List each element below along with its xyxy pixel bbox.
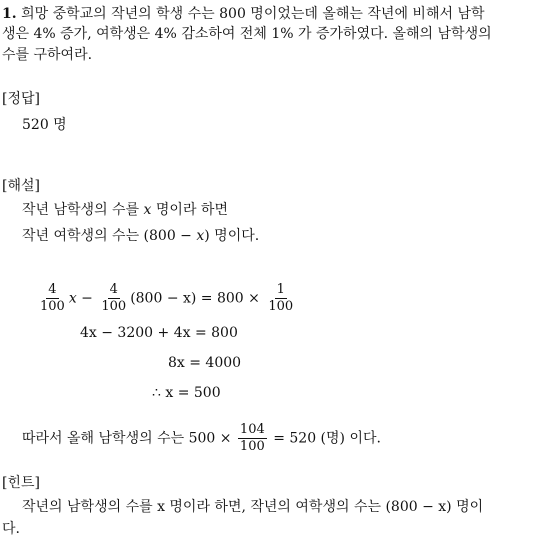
problem-line-1 [2, 4, 485, 24]
solution-line-2-post: ) 명이다. [204, 228, 260, 244]
equation-2: 4x − 3200 + 4x = 800 [80, 325, 238, 341]
solution-line-2-var: x [196, 228, 205, 244]
eq1-after: (800 − x) = 800 × [130, 290, 265, 307]
equation-4: ∴ x = 500 [152, 385, 221, 401]
conclusion-post: = 520 (명) 이다. [268, 430, 381, 447]
conclusion-line [22, 422, 381, 455]
fraction-104-over-100 [238, 422, 267, 455]
hint-heading: [힌트] [2, 475, 40, 491]
fraction-4-over-100-b [99, 282, 128, 315]
solution-line-1-post: 명이라 하면 [151, 202, 228, 218]
solution-line-1-pre: 작년 남학생의 수를 [22, 202, 144, 218]
eq1-mid: x − [68, 290, 98, 307]
solution-line-2-pre: 작년 여학생의 수는 (800 − [22, 228, 197, 244]
solution-heading: [해설] [2, 178, 40, 194]
solution-line-2 [22, 226, 259, 246]
solution-line-1-var: x [143, 202, 152, 218]
frac-den: 100 [239, 439, 265, 454]
fraction-4-over-100-a [38, 282, 67, 315]
solution-line-1 [22, 200, 228, 220]
equation-1 [36, 282, 297, 315]
frac-num: 104 [239, 422, 265, 437]
problem-text-1: 희망 중학교의 작년의 학생 수는 800 명이었는데 올해는 작년에 비해서 남학 [21, 6, 485, 22]
conclusion-pre: 따라서 올해 남학생의 수는 500 × [22, 430, 236, 447]
frac-den: 100 [40, 299, 65, 314]
frac-num: 4 [109, 282, 118, 297]
answer-heading: [정답] [2, 91, 40, 107]
problem-line-2: 생은 4% 증가, 여학생은 4% 감소하여 전체 1% 가 증가하였다. 올해의 남학생의 [2, 26, 492, 42]
frac-den: 100 [268, 299, 294, 314]
hint-line-1: 작년의 남학생의 수를 x 명이라 하면, 작년의 여학생의 수는 (800 − x) 명이 [22, 499, 484, 515]
fraction-1-over-100 [266, 282, 295, 315]
problem-line-3: 수를 구하여라. [2, 47, 93, 63]
frac-num: 4 [48, 282, 57, 297]
answer-value: 520 명 [22, 117, 67, 133]
hint-line-2: 다. [2, 521, 20, 537]
frac-num: 1 [276, 282, 285, 297]
problem-number: 1. [2, 6, 17, 22]
equation-3: 8x = 4000 [168, 355, 242, 371]
frac-den: 100 [101, 299, 127, 314]
